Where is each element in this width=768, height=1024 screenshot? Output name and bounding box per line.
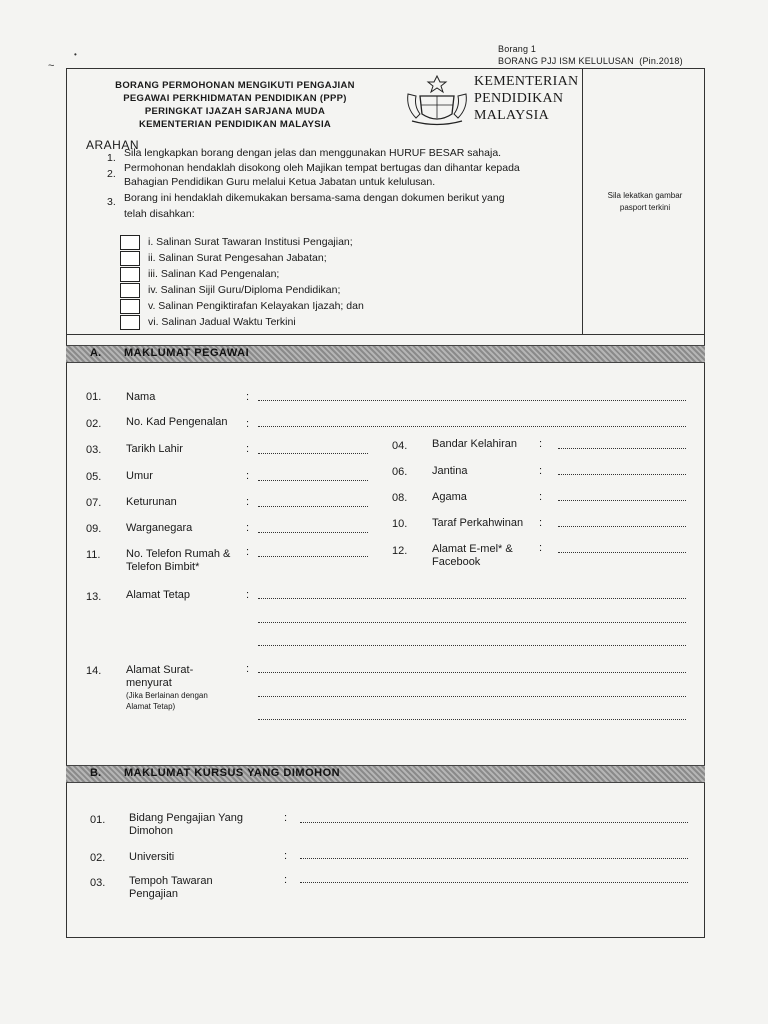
field-input-warganegara[interactable] (258, 532, 368, 533)
ministry-name-line2: PENDIDIKAN (474, 91, 564, 106)
field-input-tempoh-tawaran[interactable] (300, 882, 688, 883)
field-number: 07. (86, 497, 102, 509)
field-colon: : (246, 391, 250, 403)
form-title-line3: PERINGKAT IJAZAH SARJANA MUDA (144, 106, 326, 117)
pen-mark: ~ (48, 60, 55, 72)
field-input-telefon[interactable] (258, 556, 368, 557)
ministry-name-line3: MALAYSIA (474, 108, 550, 123)
form-title-line4: KEMENTERIAN PENDIDIKAN MALAYSIA (138, 119, 332, 130)
field-input-nama[interactable] (258, 400, 686, 401)
field-label-nama: Nama (126, 391, 156, 403)
field-number: 05. (86, 471, 102, 483)
document-item: v. Salinan Pengiktirafan Kelayakan Ijazah; dan (148, 300, 364, 312)
field-input-tarikh-lahir[interactable] (258, 453, 368, 454)
field-colon: : (284, 874, 288, 886)
field-colon: : (284, 812, 288, 824)
field-label-agama: Agama (432, 491, 467, 503)
pen-dot: • (74, 50, 77, 59)
field-colon: : (284, 850, 288, 862)
field-label-umur: Umur (126, 470, 153, 482)
field-colon: : (246, 522, 250, 534)
field-number: 08. (392, 492, 408, 504)
instruction-number: 2. (107, 168, 116, 180)
field-colon: : (246, 418, 250, 430)
field-number: 04. (392, 440, 408, 452)
field-label-warganegara: Warganegara (126, 522, 193, 534)
field-colon: : (246, 443, 250, 455)
field-colon: : (246, 496, 250, 508)
field-number: 11. (86, 549, 101, 561)
section-a-letter: A. (90, 347, 101, 359)
instruction-number: 1. (107, 152, 116, 164)
field-label-alamat-surat: Alamat Surat- menyurat (126, 664, 194, 689)
document-checkbox[interactable] (120, 267, 140, 282)
field-number: 01. (90, 814, 106, 826)
malaysia-crest-icon (402, 74, 472, 128)
document-checkbox[interactable] (120, 315, 140, 330)
field-number: 14. (86, 665, 102, 677)
instruction-number: 3. (107, 196, 116, 208)
ministry-name-line1: KEMENTERIAN (474, 74, 579, 89)
field-number: 09. (86, 523, 102, 535)
field-input-taraf-perkahwinan[interactable] (558, 526, 686, 527)
section-a-header (66, 345, 705, 363)
document-item: iii. Salinan Kad Pengenalan; (148, 268, 280, 280)
field-input-emel[interactable] (558, 552, 686, 553)
field-input-keturunan[interactable] (258, 506, 368, 507)
form-title-line2: PEGAWAI PERKHIDMATAN PENDIDIKAN (PPP) (123, 93, 347, 104)
field-input-alamat-surat-1[interactable] (258, 672, 686, 673)
document-checkbox[interactable] (120, 283, 140, 298)
field-input-jantina[interactable] (558, 474, 686, 475)
field-label-telefon: No. Telefon Rumah & Telefon Bimbit* (126, 548, 231, 573)
document-checkbox[interactable] (120, 299, 140, 314)
document-item: vi. Salinan Jadual Waktu Terkini (148, 316, 296, 328)
field-label-tempoh-tawaran: Tempoh Tawaran Pengajian (129, 875, 213, 900)
field-number: 03. (90, 877, 106, 889)
field-number: 10. (392, 518, 408, 530)
field-colon: : (246, 546, 250, 558)
instruction-3-text: Borang ini hendaklah dikemukakan bersama-sama dengan dokumen berikut yang (124, 192, 505, 204)
section-a-title: MAKLUMAT PEGAWAI (124, 347, 250, 359)
field-input-alamat-surat-2[interactable] (258, 696, 686, 697)
field-input-alamat-tetap-3[interactable] (258, 645, 686, 646)
field-number: 13. (86, 591, 102, 603)
form-title-line1: BORANG PERMOHONAN MENGIKUTI PENGAJIAN (115, 80, 355, 91)
field-input-agama[interactable] (558, 500, 686, 501)
field-number: 06. (392, 466, 408, 478)
field-colon: : (539, 517, 543, 529)
document-item: iv. Salinan Sijil Guru/Diploma Pendidikan; (148, 284, 341, 296)
field-input-alamat-tetap-1[interactable] (258, 598, 686, 599)
form-code: Borang 1 (498, 44, 537, 54)
field-colon: : (539, 465, 543, 477)
field-colon: : (246, 470, 250, 482)
section-b-letter: B. (90, 767, 101, 779)
field-colon: : (539, 542, 543, 554)
field-number: 01. (86, 391, 102, 403)
document-checkbox[interactable] (120, 235, 140, 250)
field-input-alamat-tetap-2[interactable] (258, 622, 686, 623)
field-label-bidang-pengajian: Bidang Pengajian Yang Dimohon (129, 812, 243, 837)
field-input-bandar-kelahiran[interactable] (558, 448, 686, 449)
instructions-heading: ARAHAN (86, 138, 140, 152)
field-number: 03. (86, 444, 102, 456)
document-item: i. Salinan Surat Tawaran Institusi Pengajian; (148, 236, 353, 248)
instruction-2-text: Permohonan hendaklah disokong oleh Majikan tempat bertugas dan dihantar kepada (124, 162, 520, 174)
field-label-tarikh-lahir: Tarikh Lahir (126, 443, 183, 455)
field-label-jantina: Jantina (432, 465, 468, 477)
field-colon: : (539, 491, 543, 503)
field-note-alamat-surat: (Jika Berlainan dengan Alamat Tetap) (126, 691, 208, 711)
document-item: ii. Salinan Surat Pengesahan Jabatan; (148, 252, 327, 264)
field-input-kad-pengenalan[interactable] (258, 426, 686, 427)
field-input-alamat-surat-3[interactable] (258, 719, 686, 720)
document-checkbox[interactable] (120, 251, 140, 266)
section-b-header (66, 765, 705, 783)
instruction-1-text: Sila lengkapkan borang dengan jelas dan menggunakan HURUF BESAR sahaja. (124, 147, 502, 159)
field-colon: : (246, 589, 250, 601)
field-input-bidang-pengajian[interactable] (300, 822, 688, 823)
header-divider (66, 334, 705, 335)
instruction-3-text-cont: telah disahkan: (124, 208, 195, 220)
field-colon: : (246, 663, 250, 675)
field-label-kad-pengenalan: No. Kad Pengenalan (126, 416, 228, 428)
field-label-emel: Alamat E-mel* & Facebook (432, 543, 513, 568)
field-number: 12. (392, 545, 408, 557)
field-label-universiti: Universiti (129, 851, 175, 863)
field-number: 02. (86, 418, 102, 430)
field-label-bandar-kelahiran: Bandar Kelahiran (432, 438, 518, 450)
field-label-keturunan: Keturunan (126, 496, 177, 508)
field-label-taraf-perkahwinan: Taraf Perkahwinan (432, 517, 524, 529)
field-input-universiti[interactable] (300, 858, 688, 859)
field-colon: : (539, 438, 543, 450)
section-b-title: MAKLUMAT KURSUS YANG DIMOHON (124, 767, 341, 779)
field-label-alamat-tetap: Alamat Tetap (126, 589, 191, 601)
field-input-umur[interactable] (258, 480, 368, 481)
form-reference: BORANG PJJ ISM KELULUSAN (Pin.2018) (498, 56, 683, 66)
photo-instructions: Sila lekatkan gambar pasport terkini (607, 191, 683, 212)
field-number: 02. (90, 852, 106, 864)
instruction-2-text-cont: Bahagian Pendidikan Guru melalui Ketua Jabatan untuk kelulusan. (124, 176, 436, 188)
